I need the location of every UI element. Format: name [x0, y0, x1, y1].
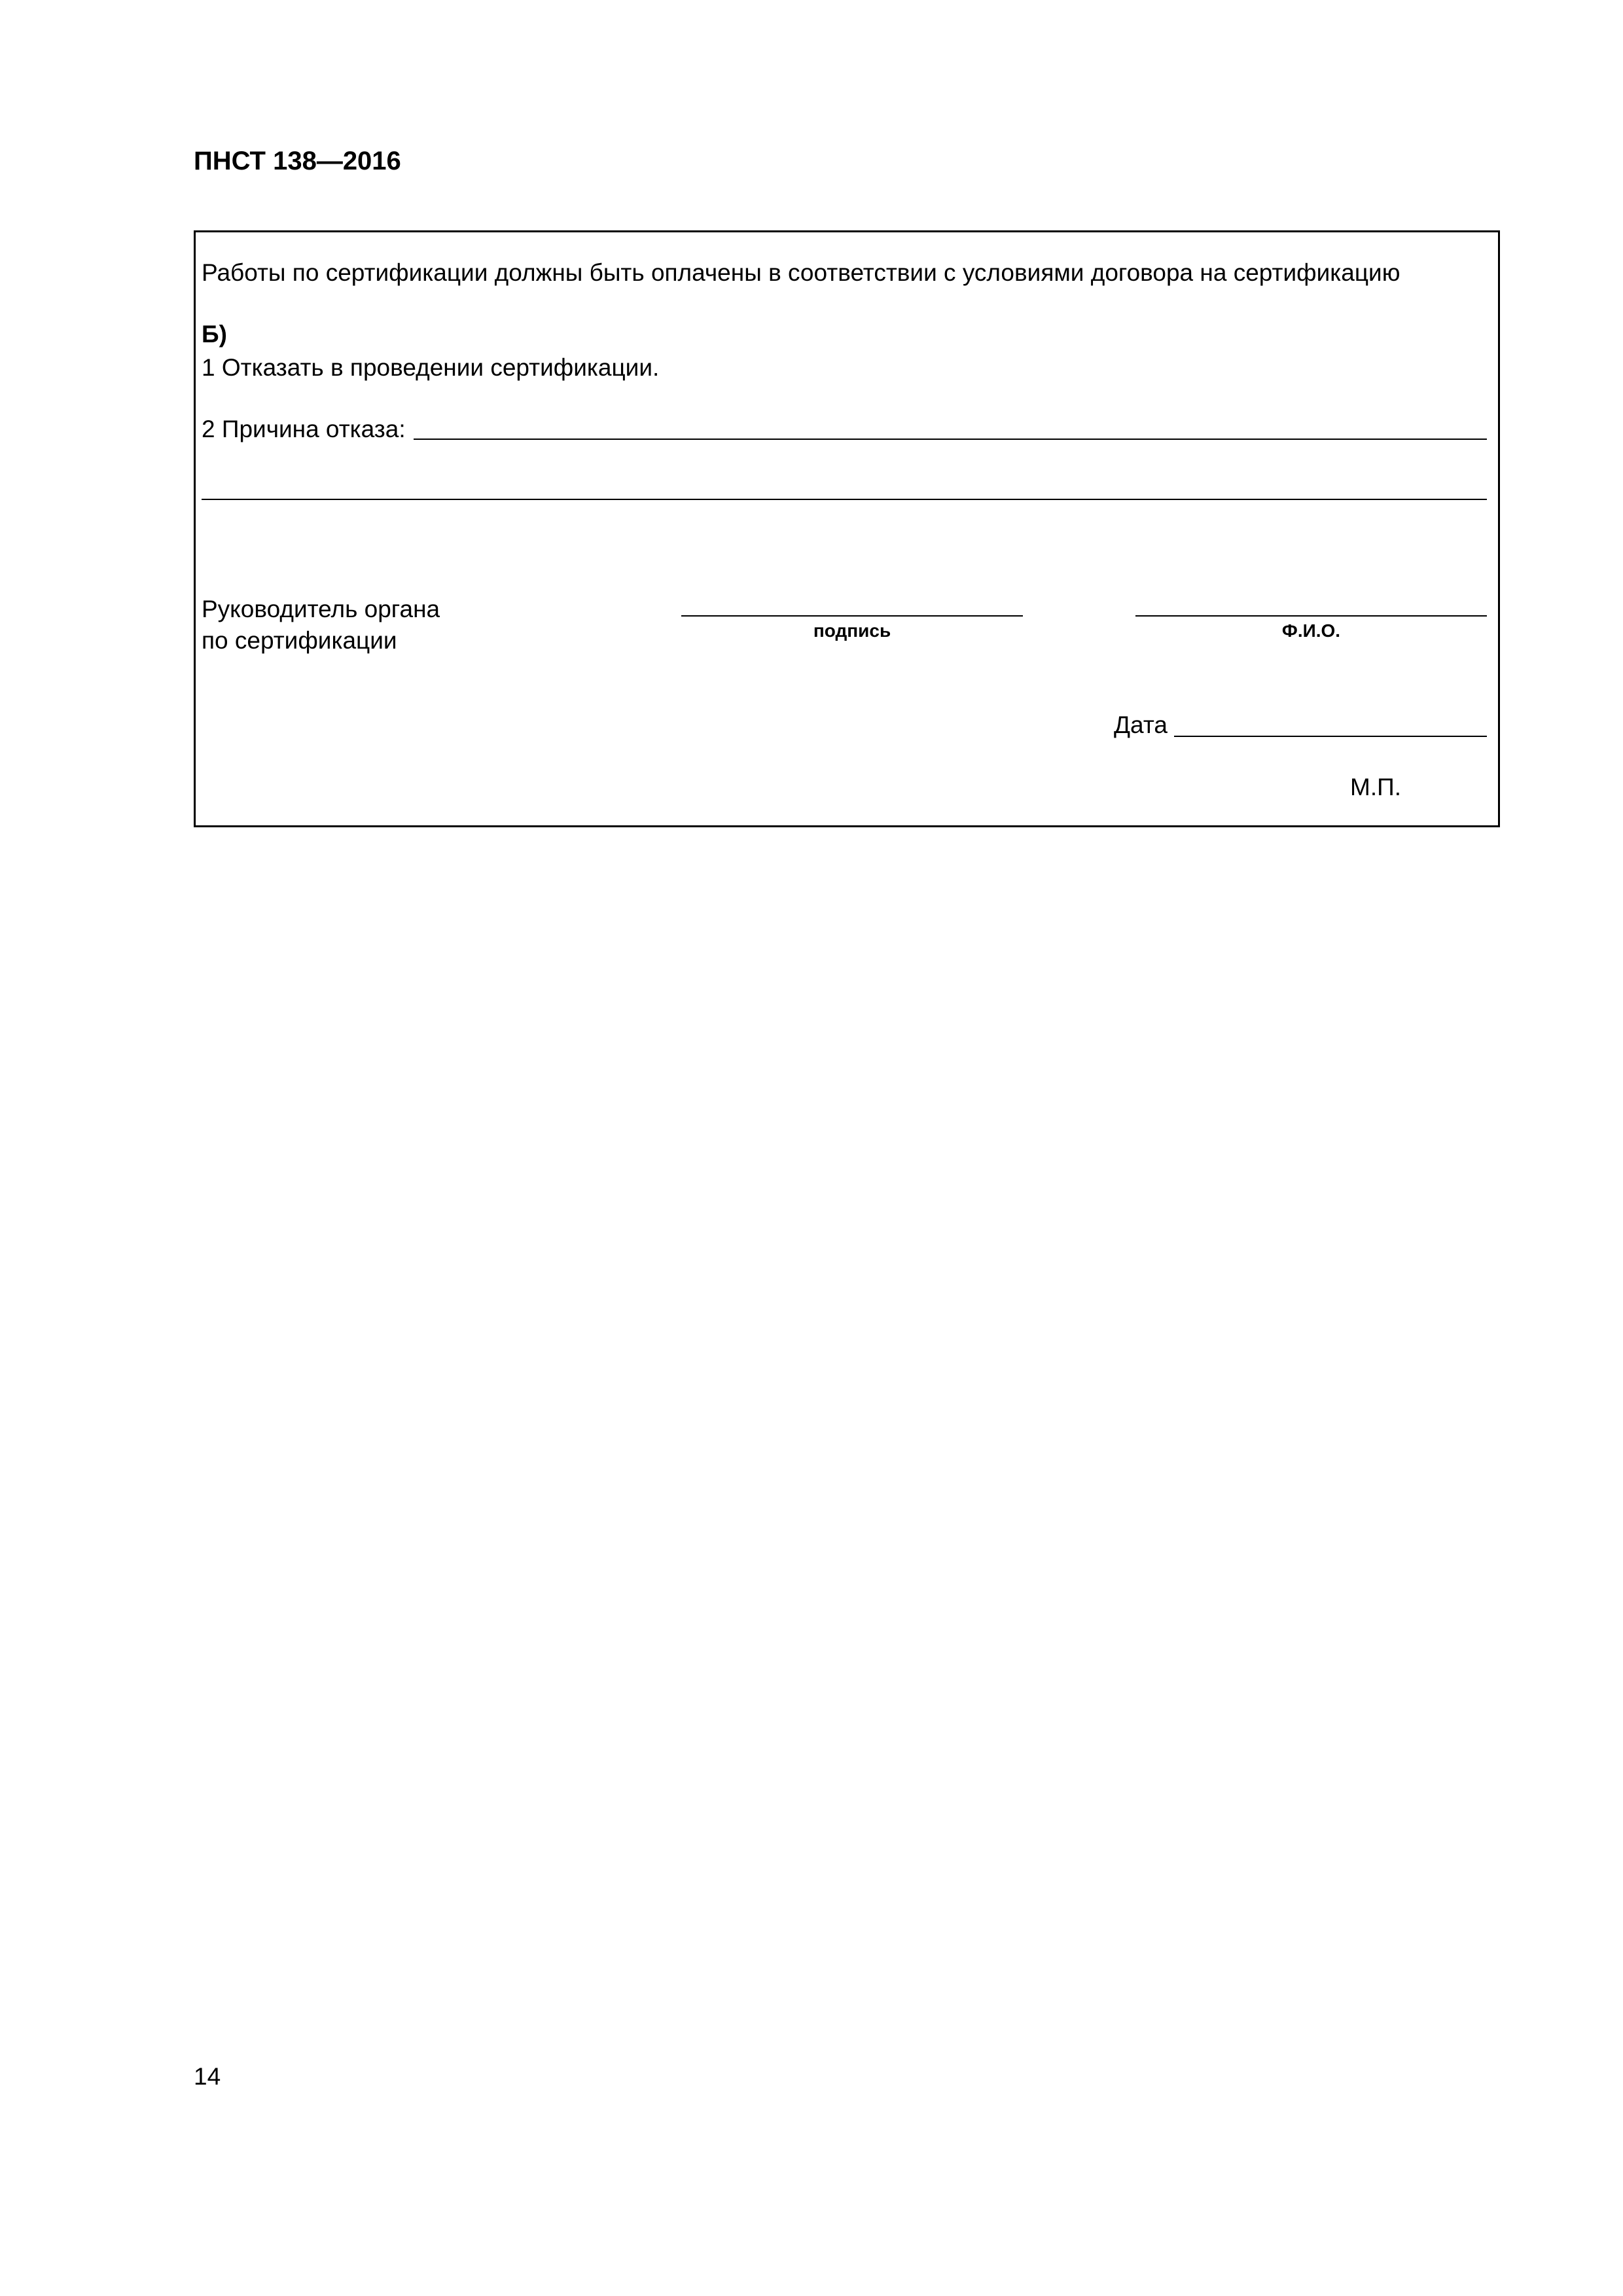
refusal-reason-line-1[interactable]: [414, 439, 1487, 440]
date-line[interactable]: [1174, 736, 1487, 737]
section-label: Б): [202, 321, 227, 348]
refusal-item: 1 Отказать в проведении сертификации.: [202, 354, 660, 381]
head-title-line-2: по сертификации: [202, 627, 397, 654]
payment-text: Работы по сертификации должны быть оплачены в соответствии с условиями договора на сертификацию: [202, 259, 1400, 286]
stamp-label: М.П.: [1350, 774, 1401, 800]
full-name-line[interactable]: [1135, 615, 1487, 617]
full-name-caption: Ф.И.О.: [1281, 620, 1341, 641]
document-code: ПНСТ 138—2016: [194, 147, 401, 175]
head-title-line-1: Руководитель органа: [202, 596, 440, 622]
page-number: 14: [194, 2063, 221, 2090]
signature-caption: подпись: [813, 620, 891, 641]
refusal-reason-line-2[interactable]: [202, 499, 1487, 500]
date-label: Дата: [1114, 711, 1168, 738]
signature-line[interactable]: [681, 615, 1023, 617]
decision-form-box: [194, 230, 1500, 827]
refusal-reason-label: 2 Причина отказа:: [202, 416, 406, 442]
